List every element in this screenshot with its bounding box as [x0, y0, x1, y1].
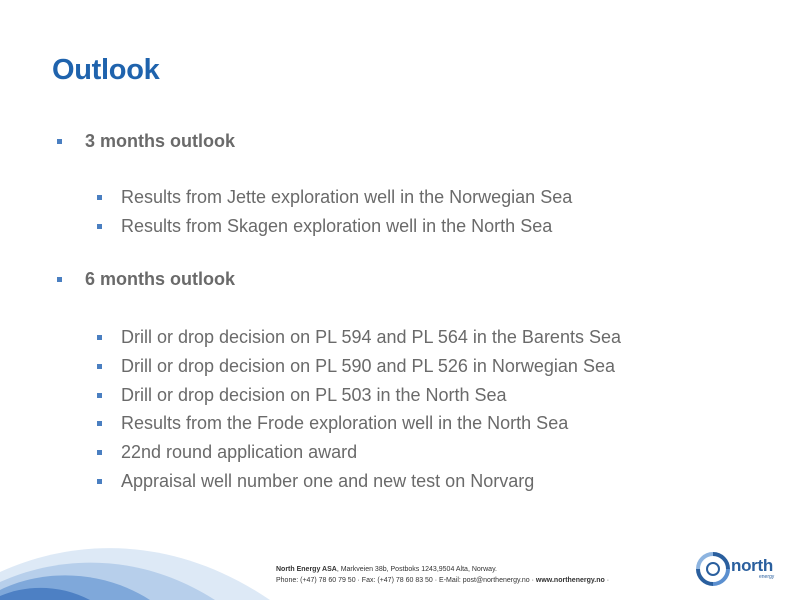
footer-suffix: · [604, 577, 610, 584]
list-item [97, 441, 357, 463]
slide-title: Outlook [52, 54, 160, 86]
north-energy-logo [696, 550, 786, 590]
footer-website-link[interactable]: www.northenergy.no [535, 577, 605, 584]
section-heading-bullet [57, 268, 235, 290]
swirl-logo-icon [696, 552, 730, 586]
square-bullet-icon [97, 450, 102, 455]
footer-contact: Phone: (+47) 78 60 79 50 · Fax: (+47) 78 60 83 50 · E-Mail: post@northenergy.no · [276, 577, 536, 584]
footer [276, 564, 609, 586]
decorative-wave-graphic [0, 500, 300, 600]
footer-line-1 [276, 564, 609, 575]
footer-company: North Energy ASA [276, 566, 337, 573]
list-item [97, 186, 572, 208]
list-item-text: Results from the Frode exploration well in the North Sea [121, 412, 569, 433]
square-bullet-icon [97, 479, 102, 484]
square-bullet-icon [97, 421, 102, 426]
square-bullet-icon [57, 139, 62, 144]
square-bullet-icon [97, 224, 102, 229]
square-bullet-icon [97, 335, 102, 340]
list-item-text: Appraisal well number one and new test on Norvarg [121, 470, 535, 491]
list-item-text: Results from Skagen exploration well in the North Sea [121, 215, 553, 236]
logo-subtext: energy [759, 574, 775, 580]
list-item-text: Drill or drop decision on PL 594 and PL 564 in the Barents Sea [121, 326, 621, 347]
section-heading: 6 months outlook [85, 268, 235, 289]
logo-wordmark: north [731, 556, 773, 575]
list-item [97, 384, 507, 406]
list-item-text: 22nd round application award [121, 441, 358, 462]
list-item [97, 326, 621, 348]
square-bullet-icon [97, 393, 102, 398]
list-item-text: Results from Jette exploration well in the Norwegian Sea [121, 186, 573, 207]
list-item-text: Drill or drop decision on PL 590 and PL 526 in Norwegian Sea [121, 355, 615, 376]
square-bullet-icon [97, 195, 102, 200]
section-heading: 3 months outlook [85, 130, 235, 151]
list-item [97, 355, 615, 377]
footer-address: , Markveien 38b, Postboks 1243,9504 Alta, Norway. [336, 566, 497, 573]
square-bullet-icon [57, 277, 62, 282]
list-item [97, 470, 534, 492]
list-item [97, 215, 552, 237]
footer-line-2 [276, 575, 609, 586]
list-item [97, 412, 568, 434]
section-heading-bullet [57, 130, 235, 152]
list-item-text: Drill or drop decision on PL 503 in the North Sea [121, 384, 507, 405]
square-bullet-icon [97, 364, 102, 369]
